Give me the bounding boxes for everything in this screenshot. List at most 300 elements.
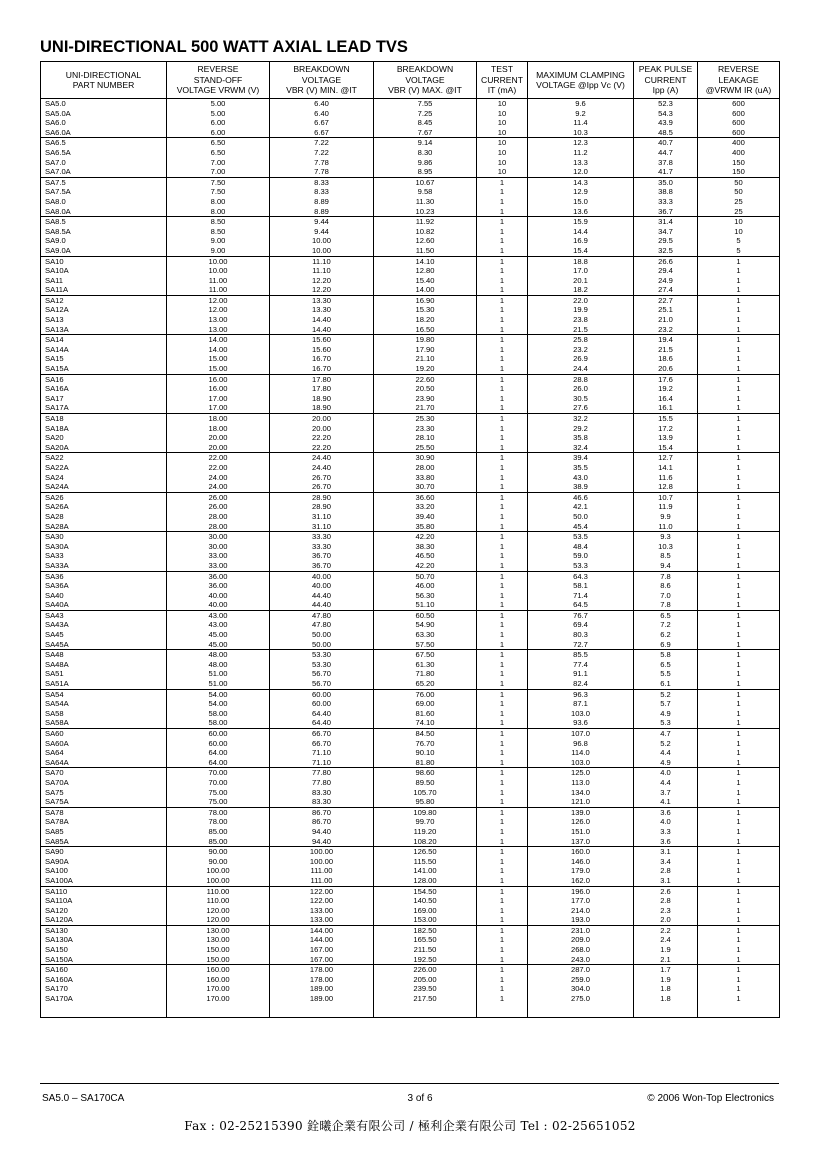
table-cell: 85.00 <box>167 827 270 837</box>
table-cell: 1 <box>698 463 780 473</box>
table-row <box>41 285 780 295</box>
table-row <box>41 955 780 965</box>
table-cell: 7.78 <box>270 167 374 177</box>
table-cell: 1 <box>477 482 528 492</box>
table-cell: 93.6 <box>528 718 634 728</box>
table-cell: 85.5 <box>528 650 634 660</box>
table-cell: 3.3 <box>634 827 698 837</box>
table-cell: 40.00 <box>167 591 270 601</box>
table-cell: 46.6 <box>528 492 634 502</box>
table-cell: 1 <box>477 522 528 532</box>
table-cell: 22.00 <box>167 453 270 463</box>
table-cell: 12.7 <box>634 453 698 463</box>
table-cell: 5 <box>698 236 780 246</box>
table-cell: 25 <box>698 207 780 217</box>
table-cell: 144.00 <box>270 925 374 935</box>
table-cell: 10.00 <box>167 266 270 276</box>
table-cell: 9.44 <box>270 227 374 237</box>
table-row <box>41 433 780 443</box>
table-cell: 36.00 <box>167 581 270 591</box>
table-cell: 268.0 <box>528 945 634 955</box>
table-cell: 1 <box>698 512 780 522</box>
table-cell: 24.00 <box>167 482 270 492</box>
table-cell: 67.50 <box>374 650 477 660</box>
table-cell: 35.8 <box>528 433 634 443</box>
table-row <box>41 630 780 640</box>
table-cell: 10 <box>477 148 528 158</box>
table-cell: 43.00 <box>167 610 270 620</box>
table-row <box>41 414 780 424</box>
table-cell: 36.70 <box>270 561 374 571</box>
table-cell: 33.3 <box>634 197 698 207</box>
table-cell: 111.00 <box>270 866 374 876</box>
table-row <box>41 591 780 601</box>
table-cell: 1 <box>698 984 780 994</box>
table-cell: 1 <box>477 915 528 925</box>
table-cell: 6.40 <box>270 109 374 119</box>
table-cell: 1 <box>698 837 780 847</box>
table-row <box>41 748 780 758</box>
table-cell: 196.0 <box>528 886 634 896</box>
table-cell: 28.00 <box>167 522 270 532</box>
table-cell: 1 <box>477 561 528 571</box>
table-cell: 1 <box>477 729 528 739</box>
table-cell: 71.4 <box>528 591 634 601</box>
table-cell: 1 <box>698 266 780 276</box>
table-cell: SA64 <box>41 748 167 758</box>
table-cell: 205.00 <box>374 975 477 985</box>
table-cell: 1 <box>477 384 528 394</box>
table-cell: 42.1 <box>528 502 634 512</box>
table-cell: 1 <box>477 335 528 345</box>
table-cell: 600 <box>698 128 780 138</box>
page-title: UNI-DIRECTIONAL 500 WATT AXIAL LEAD TVS <box>40 38 408 56</box>
table-cell: 1 <box>477 492 528 502</box>
table-cell: SA10 <box>41 256 167 266</box>
table-cell: 36.7 <box>634 207 698 217</box>
table-cell: 4.7 <box>634 729 698 739</box>
table-cell: 9.58 <box>374 187 477 197</box>
table-cell: 179.0 <box>528 866 634 876</box>
table-cell: SA26 <box>41 492 167 502</box>
table-cell: 16.9 <box>528 236 634 246</box>
table-cell: 1 <box>477 935 528 945</box>
table-cell: 76.00 <box>374 689 477 699</box>
table-cell: SA14 <box>41 335 167 345</box>
table-cell: SA43A <box>41 620 167 630</box>
table-cell: 5 <box>698 246 780 256</box>
table-row <box>41 227 780 237</box>
table-cell: 600 <box>698 109 780 119</box>
table-cell: 17.6 <box>634 374 698 384</box>
table-cell: 6.50 <box>167 138 270 148</box>
table-cell: 8.33 <box>270 187 374 197</box>
table-row <box>41 167 780 177</box>
table-cell: 60.00 <box>167 729 270 739</box>
table-row <box>41 768 780 778</box>
table-cell: 26.6 <box>634 256 698 266</box>
table-cell: 5.8 <box>634 650 698 660</box>
table-cell: 1 <box>477 227 528 237</box>
table-cell: 21.0 <box>634 315 698 325</box>
table-row <box>41 148 780 158</box>
table-cell: 1 <box>698 729 780 739</box>
table-cell: 74.10 <box>374 718 477 728</box>
table-cell: 1 <box>698 709 780 719</box>
table-cell: 35.0 <box>634 177 698 187</box>
table-row <box>41 128 780 138</box>
table-cell: SA33A <box>41 561 167 571</box>
table-cell: 12.00 <box>167 305 270 315</box>
table-filler-cell <box>477 1004 528 1018</box>
table-cell: 31.10 <box>270 522 374 532</box>
table-cell: 26.70 <box>270 473 374 483</box>
table-row <box>41 906 780 916</box>
table-cell: 9.9 <box>634 512 698 522</box>
table-cell: 1 <box>698 374 780 384</box>
table-cell: 60.50 <box>374 610 477 620</box>
table-cell: 94.40 <box>270 827 374 837</box>
table-cell: 8.6 <box>634 581 698 591</box>
table-cell: 60.00 <box>270 689 374 699</box>
header-breakdown-max: BREAKDOWN VOLTAGE VBR (V) MAX. @IT <box>374 62 477 99</box>
table-cell: 1 <box>698 768 780 778</box>
table-cell: 231.0 <box>528 925 634 935</box>
table-cell: 150.00 <box>167 945 270 955</box>
table-row <box>41 551 780 561</box>
table-cell: 42.20 <box>374 561 477 571</box>
table-cell: 121.0 <box>528 797 634 807</box>
table-cell: 11.00 <box>167 285 270 295</box>
table-cell: 12.20 <box>270 276 374 286</box>
table-cell: 1 <box>477 797 528 807</box>
table-cell: 1 <box>477 473 528 483</box>
table-cell: 51.00 <box>167 679 270 689</box>
table-row <box>41 187 780 197</box>
table-cell: 26.70 <box>270 482 374 492</box>
table-cell: 12.3 <box>528 138 634 148</box>
table-cell: 1 <box>477 542 528 552</box>
table-cell: 85.00 <box>167 837 270 847</box>
table-cell: 1 <box>698 718 780 728</box>
table-cell: 18.2 <box>528 285 634 295</box>
table-cell: 56.70 <box>270 679 374 689</box>
table-row <box>41 660 780 670</box>
table-cell: 1 <box>698 866 780 876</box>
table-cell: SA30 <box>41 532 167 542</box>
table-cell: 11.00 <box>167 276 270 286</box>
table-cell: 1 <box>698 453 780 463</box>
table-cell: SA11A <box>41 285 167 295</box>
table-cell: 20.50 <box>374 384 477 394</box>
table-cell: 1 <box>477 630 528 640</box>
table-cell: 8.89 <box>270 197 374 207</box>
table-cell: SA8.0 <box>41 197 167 207</box>
table-cell: 154.50 <box>374 886 477 896</box>
table-cell: SA8.5A <box>41 227 167 237</box>
table-cell: 76.7 <box>528 610 634 620</box>
table-cell: 23.30 <box>374 424 477 434</box>
table-cell: 10.82 <box>374 227 477 237</box>
table-cell: 15.0 <box>528 197 634 207</box>
table-cell: 9.86 <box>374 158 477 168</box>
table-cell: 23.2 <box>634 325 698 335</box>
table-cell: 1 <box>698 433 780 443</box>
table-cell: 95.80 <box>374 797 477 807</box>
table-cell: SA70A <box>41 778 167 788</box>
table-cell: 1 <box>477 866 528 876</box>
table-cell: 1 <box>477 600 528 610</box>
table-cell: 1 <box>477 187 528 197</box>
table-cell: 2.4 <box>634 935 698 945</box>
table-cell: 1 <box>698 955 780 965</box>
table-cell: 13.30 <box>270 305 374 315</box>
table-cell: 150 <box>698 158 780 168</box>
table-row <box>41 354 780 364</box>
table-cell: 1 <box>477 403 528 413</box>
table-cell: 30.00 <box>167 532 270 542</box>
table-cell: 44.7 <box>634 148 698 158</box>
table-cell: 11.10 <box>270 266 374 276</box>
table-cell: 1 <box>698 403 780 413</box>
table-cell: 10 <box>477 109 528 119</box>
table-cell: 25.50 <box>374 443 477 453</box>
table-cell: 1 <box>698 354 780 364</box>
table-cell: SA18A <box>41 424 167 434</box>
table-cell: 10 <box>477 99 528 109</box>
table-cell: 20.00 <box>167 433 270 443</box>
table-cell: 10.7 <box>634 492 698 502</box>
table-cell: 96.3 <box>528 689 634 699</box>
table-cell: 287.0 <box>528 965 634 975</box>
table-cell: 165.50 <box>374 935 477 945</box>
footer-page-number: 3 of 6 <box>407 1093 433 1104</box>
table-cell: 1 <box>698 571 780 581</box>
table-row <box>41 482 780 492</box>
table-cell: 45.00 <box>167 640 270 650</box>
table-cell: 36.60 <box>374 492 477 502</box>
table-cell: 1 <box>477 689 528 699</box>
table-cell: 56.30 <box>374 591 477 601</box>
table-cell: SA75 <box>41 788 167 798</box>
table-cell: SA8.0A <box>41 207 167 217</box>
table-cell: 170.00 <box>167 984 270 994</box>
table-cell: 1 <box>698 364 780 374</box>
table-cell: 17.00 <box>167 403 270 413</box>
table-cell: SA7.0A <box>41 167 167 177</box>
table-cell: 1 <box>698 532 780 542</box>
table-cell: SA110 <box>41 886 167 896</box>
table-cell: 48.00 <box>167 660 270 670</box>
table-cell: SA22A <box>41 463 167 473</box>
table-cell: 15.9 <box>528 217 634 227</box>
table-filler-cell <box>41 1004 167 1018</box>
table-cell: 9.2 <box>528 109 634 119</box>
table-cell: 86.70 <box>270 817 374 827</box>
table-cell: 33.00 <box>167 561 270 571</box>
table-row <box>41 739 780 749</box>
table-cell: 8.00 <box>167 207 270 217</box>
table-cell: 65.20 <box>374 679 477 689</box>
table-cell: 1 <box>477 285 528 295</box>
table-cell: 1 <box>477 847 528 857</box>
table-cell: 1 <box>698 620 780 630</box>
table-cell: 126.0 <box>528 817 634 827</box>
table-cell: 1 <box>698 394 780 404</box>
table-row <box>41 935 780 945</box>
table-cell: SA64A <box>41 758 167 768</box>
table-cell: 17.2 <box>634 424 698 434</box>
table-cell: 3.1 <box>634 847 698 857</box>
table-cell: 25.30 <box>374 414 477 424</box>
table-cell: 22.7 <box>634 295 698 305</box>
table-cell: 100.00 <box>270 857 374 867</box>
table-cell: 9.00 <box>167 236 270 246</box>
table-cell: 1 <box>477 620 528 630</box>
table-cell: 139.0 <box>528 807 634 817</box>
table-cell: 1 <box>477 512 528 522</box>
table-cell: SA36A <box>41 581 167 591</box>
table-cell: 6.50 <box>167 148 270 158</box>
table-cell: 78.00 <box>167 807 270 817</box>
table-row <box>41 866 780 876</box>
table-cell: 1 <box>477 591 528 601</box>
table-cell: 54.00 <box>167 689 270 699</box>
table-cell: SA120A <box>41 915 167 925</box>
table-cell: 177.0 <box>528 896 634 906</box>
table-cell: 23.2 <box>528 345 634 355</box>
table-cell: 1 <box>698 610 780 620</box>
table-cell: 75.00 <box>167 788 270 798</box>
table-cell: SA17 <box>41 394 167 404</box>
table-cell: SA90A <box>41 857 167 867</box>
table-cell: 1 <box>477 679 528 689</box>
table-cell: SA15A <box>41 364 167 374</box>
table-cell: 1 <box>477 955 528 965</box>
table-cell: 1 <box>698 807 780 817</box>
table-cell: SA54 <box>41 689 167 699</box>
table-cell: 1 <box>698 945 780 955</box>
table-cell: 105.70 <box>374 788 477 798</box>
table-row <box>41 729 780 739</box>
table-cell: 14.00 <box>167 345 270 355</box>
table-cell: 600 <box>698 99 780 109</box>
table-cell: 111.00 <box>270 876 374 886</box>
table-cell: SA13 <box>41 315 167 325</box>
table-row <box>41 177 780 187</box>
table-cell: 38.9 <box>528 482 634 492</box>
table-row <box>41 315 780 325</box>
table-cell: 19.4 <box>634 335 698 345</box>
table-cell: 1 <box>477 433 528 443</box>
table-cell: 19.2 <box>634 384 698 394</box>
table-cell: 167.00 <box>270 945 374 955</box>
table-row <box>41 207 780 217</box>
table-cell: 1 <box>698 827 780 837</box>
table-cell: SA24 <box>41 473 167 483</box>
table-cell: 59.0 <box>528 551 634 561</box>
table-cell: 28.10 <box>374 433 477 443</box>
table-cell: 10 <box>477 128 528 138</box>
table-cell: 12.60 <box>374 236 477 246</box>
table-cell: 137.0 <box>528 837 634 847</box>
table-cell: 1 <box>477 177 528 187</box>
table-cell: 1 <box>477 610 528 620</box>
table-row <box>41 384 780 394</box>
table-row <box>41 276 780 286</box>
table-cell: 26.0 <box>528 384 634 394</box>
table-cell: 1 <box>698 925 780 935</box>
table-cell: 1 <box>698 473 780 483</box>
table-cell: 29.5 <box>634 236 698 246</box>
table-cell: 12.00 <box>167 295 270 305</box>
table-cell: 16.70 <box>270 364 374 374</box>
table-cell: SA6.5 <box>41 138 167 148</box>
table-cell: SA40 <box>41 591 167 601</box>
table-cell: 10.00 <box>270 246 374 256</box>
table-cell: SA20A <box>41 443 167 453</box>
table-cell: 46.50 <box>374 551 477 561</box>
table-cell: 1 <box>477 669 528 679</box>
table-cell: 100.00 <box>270 847 374 857</box>
table-cell: SA33 <box>41 551 167 561</box>
table-cell: 12.9 <box>528 187 634 197</box>
table-cell: 1 <box>477 443 528 453</box>
table-cell: SA78A <box>41 817 167 827</box>
table-cell: 167.00 <box>270 955 374 965</box>
table-cell: 10 <box>477 158 528 168</box>
table-row <box>41 403 780 413</box>
table-cell: 15.5 <box>634 414 698 424</box>
table-cell: SA43 <box>41 610 167 620</box>
table-cell: 1 <box>698 758 780 768</box>
table-cell: 45.4 <box>528 522 634 532</box>
table-cell: 66.70 <box>270 739 374 749</box>
table-cell: 140.50 <box>374 896 477 906</box>
table-cell: 51.00 <box>167 669 270 679</box>
table-cell: 8.45 <box>374 118 477 128</box>
table-cell: 18.00 <box>167 424 270 434</box>
table-cell: SA7.5A <box>41 187 167 197</box>
table-row <box>41 994 780 1004</box>
table-cell: 192.50 <box>374 955 477 965</box>
table-cell: 120.00 <box>167 906 270 916</box>
table-cell: 18.8 <box>528 256 634 266</box>
table-cell: 1 <box>477 424 528 434</box>
table-cell: 87.1 <box>528 699 634 709</box>
table-cell: 113.0 <box>528 778 634 788</box>
table-cell: 12.80 <box>374 266 477 276</box>
table-row <box>41 718 780 728</box>
table-cell: 63.30 <box>374 630 477 640</box>
table-cell: 239.50 <box>374 984 477 994</box>
table-cell: 1 <box>477 217 528 227</box>
table-cell: 7.50 <box>167 187 270 197</box>
table-cell: 1 <box>698 650 780 660</box>
table-cell: 22.60 <box>374 374 477 384</box>
table-cell: 11.9 <box>634 502 698 512</box>
table-row <box>41 847 780 857</box>
table-cell: 26.00 <box>167 492 270 502</box>
header-reverse-leakage: REVERSE LEAKAGE @VRWM IR (uA) <box>698 62 780 99</box>
table-cell: 48.4 <box>528 542 634 552</box>
table-cell: 150.00 <box>167 955 270 965</box>
table-cell: 53.3 <box>528 561 634 571</box>
table-cell: 48.00 <box>167 650 270 660</box>
table-cell: 52.3 <box>634 99 698 109</box>
table-row <box>41 364 780 374</box>
table-cell: 1 <box>698 256 780 266</box>
